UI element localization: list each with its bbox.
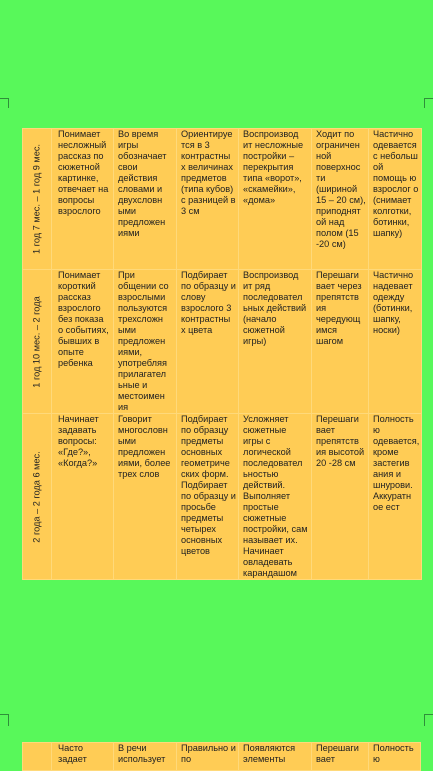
speech-understanding-cell: Часто задает: [52, 743, 114, 771]
active-speech-cell: При общении со взрослыми пользуются трехсложн ыми предложен иями, употребляя прилагател ьные и местоимен ия: [114, 270, 177, 414]
crop-mark: [425, 98, 433, 99]
self-care-cell: Полность ю одевается, кроме застегив ания и шнурови. Аккуратн ое ест: [369, 414, 422, 580]
speech-understanding-cell: Начинает задавать вопросы: «Где?», «Когда?»: [52, 414, 114, 580]
movement-cell: Перешаги вает: [312, 743, 369, 771]
movement-cell: Перешаги вает через препятств ия чередующ имся шагом: [312, 270, 369, 414]
crop-mark: [424, 714, 425, 726]
age-cell: 2 года – 2 года 6 мес.: [23, 414, 52, 580]
play-construction-cell: Воспроизвод ит ряд последовател ьных действий (начало сюжетной игры): [239, 270, 312, 414]
active-speech-cell: Говорит многословн ыми предложен иями, более трех слов: [114, 414, 177, 580]
age-cell: 1 год 10 мес. – 2 года: [23, 270, 52, 414]
movement-cell: Ходит по ограничен ной поверхнос ти (шириной 15 – 20 см), приподнят ой над полом (15 -20 см): [312, 129, 369, 270]
sensory-cell: Ориентируе тся в 3 контрастны х величинах предметов (типа кубов) с разницей в 3 см: [177, 129, 239, 270]
table-row: [23, 743, 421, 771]
crop-mark: [8, 714, 9, 726]
crop-mark: [424, 98, 425, 108]
play-construction-cell: Воспроизвод ит несложные постройки – перекрытия типа «ворот», «скамейки», «дома»: [239, 129, 312, 270]
speech-understanding-cell: Понимает несложный рассказ по сюжетной картинке, отвечает на вопросы взрослого: [52, 129, 114, 270]
self-care-cell: Частично одевается с небольш ой помощь ю взрослог о (снимает колготки, ботинки, шапку): [369, 129, 422, 270]
sensory-cell: Правильно и по: [177, 743, 239, 771]
play-construction-cell: Усложняет сюжетные игры с логической последовател ьностью действий. Выполняет простые сюжетные постройки, сам называет их. Начинает овладевать карандашом: [239, 414, 312, 580]
crop-mark: [0, 714, 8, 715]
development-table-continued: [22, 742, 421, 771]
crop-mark: [8, 98, 9, 108]
movement-cell: Перешаги вает препятств ия высотой 20 -28 см: [312, 414, 369, 580]
table-row: [23, 414, 422, 580]
self-care-cell: Частично надевает одежду (ботинки, шапку, носки): [369, 270, 422, 414]
sensory-cell: Подбирает по образцу предметы основных геометриче ских форм. Подбирает по образцу и просьбе предметы четырех основных цветов: [177, 414, 239, 580]
age-cell: 1 год 7 мес. – 1 год 9 мес.: [23, 129, 52, 270]
crop-mark: [0, 98, 8, 99]
active-speech-cell: В речи использует: [114, 743, 177, 771]
active-speech-cell: Во время игры обозначает свои действия словами и двухсловн ыми предложен иями: [114, 129, 177, 270]
play-construction-cell: Появляются элементы: [239, 743, 312, 771]
age-cell: [23, 743, 52, 771]
table-row: [23, 129, 422, 270]
sensory-cell: Подбирает по образцу и слову взрослого 3 контрастны х цвета: [177, 270, 239, 414]
crop-mark: [425, 714, 433, 715]
development-table: [22, 128, 422, 580]
speech-understanding-cell: Понимает короткий рассказ взрослого без показа о событиях, бывших в опыте ребенка: [52, 270, 114, 414]
self-care-cell: Полность ю: [369, 743, 421, 771]
table-row: [23, 270, 422, 414]
